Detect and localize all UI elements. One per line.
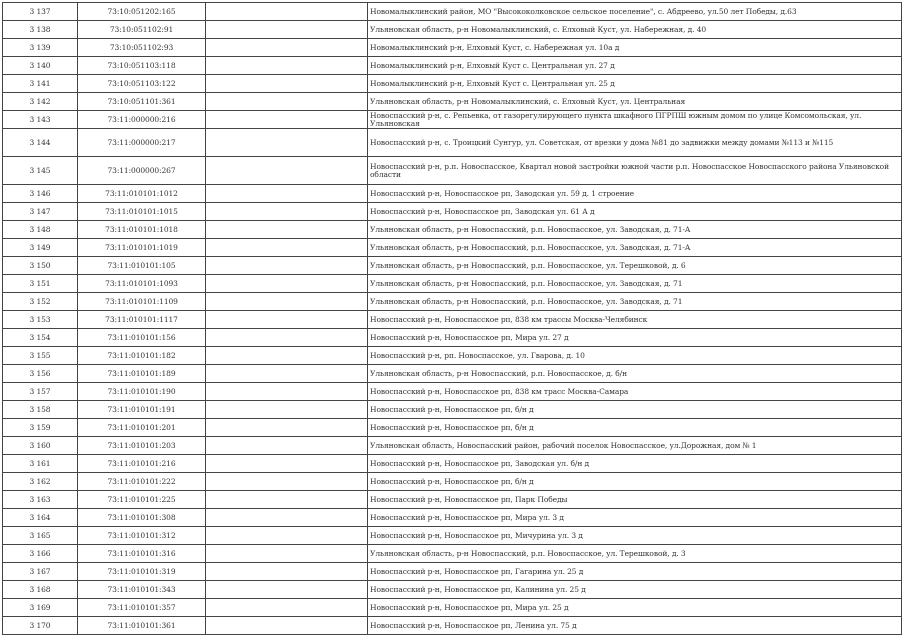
address-cell: Новоспасский р-н, Новоспасское рп, Парк Победы bbox=[368, 491, 902, 509]
table-row bbox=[3, 599, 902, 617]
row-number-cell: 3 151 bbox=[3, 275, 78, 293]
table-row bbox=[3, 57, 902, 75]
table-row bbox=[3, 185, 902, 203]
table-row bbox=[3, 455, 902, 473]
address-cell: Новомалыклинский р-н, Елховый Куст, с. Набережная ул. 10а д bbox=[368, 39, 902, 57]
cadastral-number-cell: 73:11:010101:156 bbox=[78, 329, 206, 347]
address-cell: Ульяновская область, Новоспасский район, рабочий поселок Новоспасское, ул.Дорожная, дом № 1 bbox=[368, 437, 902, 455]
cadastral-number-cell: 73:10:051102:91 bbox=[78, 21, 206, 39]
address-cell: Новоспасский р-н, Новоспасское рп, Мира ул. 3 д bbox=[368, 509, 902, 527]
address-cell: Новоспасский р-н, Новоспасское рп, 838 км трасс Москва-Самара bbox=[368, 383, 902, 401]
row-number-cell: 3 146 bbox=[3, 185, 78, 203]
table-row bbox=[3, 347, 902, 365]
address-cell: Новоспасский р-н, Новоспасское рп, б/н д bbox=[368, 401, 902, 419]
address-cell: Новоспасский р-н, с. Троицкий Сунгур, ул. Советская, от врезки у дома №81 до задвижки между домами №113 и №115 bbox=[368, 129, 902, 157]
row-number-cell: 3 160 bbox=[3, 437, 78, 455]
address-cell: Новоспасский р-н, р.п. Новоспасское, Квартал новой застройки южной части р.п. Новоспасское Новоспасского района Ульяновской области bbox=[368, 157, 902, 185]
table-row bbox=[3, 581, 902, 599]
address-cell: Новоспасский р-н, с. Репьевка, от газорегулирующего пункта шкафного ПГРПШ южным домом по улице Комсомольская, ул. Ульяновская bbox=[368, 111, 902, 129]
address-cell: Новоспасский р-н, Новоспасское рп, Мичурина ул. 3 д bbox=[368, 527, 902, 545]
empty-cell bbox=[206, 311, 368, 329]
cadastral-number-cell: 73:11:000000:216 bbox=[78, 111, 206, 129]
table-row bbox=[3, 203, 902, 221]
address-cell: Ульяновская область, р-н Новомалыклинский, с. Елховый Куст, ул. Центральная bbox=[368, 93, 902, 111]
table-row bbox=[3, 239, 902, 257]
cadastral-number-cell: 73:10:051103:118 bbox=[78, 57, 206, 75]
row-number-cell: 3 143 bbox=[3, 111, 78, 129]
table-row bbox=[3, 509, 902, 527]
address-cell: Ульяновская область, р-н Новоспасский, р.п. Новоспасское, д. б/н bbox=[368, 365, 902, 383]
address-cell: Новоспасский р-н, Новоспасское рп, Мира ул. 25 д bbox=[368, 599, 902, 617]
empty-cell bbox=[206, 617, 368, 635]
address-cell: Новоспасский р-н, Новоспасское рп, 838 км трассы Москва-Челябинск bbox=[368, 311, 902, 329]
cadastral-number-cell: 73:11:000000:217 bbox=[78, 129, 206, 157]
row-number-cell: 3 139 bbox=[3, 39, 78, 57]
cadastral-number-cell: 73:11:010101:343 bbox=[78, 581, 206, 599]
cadastral-number-cell: 73:11:010101:1093 bbox=[78, 275, 206, 293]
cadastral-number-cell: 73:10:051103:122 bbox=[78, 75, 206, 93]
address-cell: Новоспасский р-н, Новоспасское рп, Гагарина ул. 25 д bbox=[368, 563, 902, 581]
empty-cell bbox=[206, 329, 368, 347]
empty-cell bbox=[206, 57, 368, 75]
table-row bbox=[3, 157, 902, 185]
table-row bbox=[3, 39, 902, 57]
cadastral-number-cell: 73:11:010101:216 bbox=[78, 455, 206, 473]
address-cell: Новомалыклинский район, МО "Высококолковское сельское поселение", с. Абдреево, ул.50 лет Победы, д.63 bbox=[368, 3, 902, 21]
table-row bbox=[3, 111, 902, 129]
empty-cell bbox=[206, 401, 368, 419]
empty-cell bbox=[206, 129, 368, 157]
row-number-cell: 3 162 bbox=[3, 473, 78, 491]
empty-cell bbox=[206, 581, 368, 599]
address-cell: Новоспасский р-н, Новоспасское рп, б/н д bbox=[368, 473, 902, 491]
empty-cell bbox=[206, 157, 368, 185]
row-number-cell: 3 142 bbox=[3, 93, 78, 111]
cadastral-number-cell: 73:10:051102:93 bbox=[78, 39, 206, 57]
address-cell: Новоспасский р-н, Новоспасское рп, Заводская ул. 61 А д bbox=[368, 203, 902, 221]
row-number-cell: 3 161 bbox=[3, 455, 78, 473]
row-number-cell: 3 152 bbox=[3, 293, 78, 311]
table-row bbox=[3, 491, 902, 509]
cadastral-number-cell: 73:11:010101:225 bbox=[78, 491, 206, 509]
row-number-cell: 3 164 bbox=[3, 509, 78, 527]
address-cell: Ульяновская область, р-н Новоспасский, р.п. Новоспасское, ул. Заводская, д. 71 bbox=[368, 293, 902, 311]
empty-cell bbox=[206, 563, 368, 581]
table-row bbox=[3, 75, 902, 93]
address-cell: Новоспасский р-н, Новоспасское рп, Заводская ул. 59 д. 1 строение bbox=[368, 185, 902, 203]
cadastral-number-cell: 73:11:010101:1109 bbox=[78, 293, 206, 311]
empty-cell bbox=[206, 39, 368, 57]
table-row bbox=[3, 275, 902, 293]
address-cell: Новоспасский р-н, рп. Новоспасское, ул. Гварова, д. 10 bbox=[368, 347, 902, 365]
document-page bbox=[2, 2, 902, 635]
row-number-cell: 3 149 bbox=[3, 239, 78, 257]
row-number-cell: 3 159 bbox=[3, 419, 78, 437]
address-cell: Ульяновская область, р-н Новоспасский, р.п. Новоспасское, ул. Терешковой, д. 6 bbox=[368, 257, 902, 275]
row-number-cell: 3 155 bbox=[3, 347, 78, 365]
address-cell: Новомалыклинский р-н, Елховый Куст с. Центральная ул. 27 д bbox=[368, 57, 902, 75]
address-cell: Новоспасский р-н, Новоспасское рп, б/н д bbox=[368, 419, 902, 437]
row-number-cell: 3 144 bbox=[3, 129, 78, 157]
cadastral-number-cell: 73:11:010101:182 bbox=[78, 347, 206, 365]
cadastral-number-cell: 73:11:010101:203 bbox=[78, 437, 206, 455]
row-number-cell: 3 141 bbox=[3, 75, 78, 93]
table-row bbox=[3, 419, 902, 437]
row-number-cell: 3 156 bbox=[3, 365, 78, 383]
row-number-cell: 3 153 bbox=[3, 311, 78, 329]
cadastral-number-cell: 73:11:010101:191 bbox=[78, 401, 206, 419]
empty-cell bbox=[206, 275, 368, 293]
empty-cell bbox=[206, 3, 368, 21]
empty-cell bbox=[206, 111, 368, 129]
cadastral-number-cell: 73:11:010101:201 bbox=[78, 419, 206, 437]
address-cell: Новоспасский р-н, Новоспасское рп, Заводская ул. б/н д bbox=[368, 455, 902, 473]
empty-cell bbox=[206, 491, 368, 509]
address-cell: Новомалыклинский р-н, Елховый Куст с. Центральная ул. 25 д bbox=[368, 75, 902, 93]
table-row bbox=[3, 93, 902, 111]
empty-cell bbox=[206, 293, 368, 311]
table-row bbox=[3, 401, 902, 419]
cadastral-number-cell: 73:11:010101:312 bbox=[78, 527, 206, 545]
cadastral-number-cell: 73:11:010101:316 bbox=[78, 545, 206, 563]
row-number-cell: 3 168 bbox=[3, 581, 78, 599]
empty-cell bbox=[206, 257, 368, 275]
address-cell: Ульяновская область, р-н Новоспасский, р.п. Новоспасское, ул. Заводская, д. 71 bbox=[368, 275, 902, 293]
empty-cell bbox=[206, 75, 368, 93]
empty-cell bbox=[206, 383, 368, 401]
empty-cell bbox=[206, 455, 368, 473]
cadastral-number-cell: 73:11:010101:357 bbox=[78, 599, 206, 617]
empty-cell bbox=[206, 509, 368, 527]
cadastral-number-cell: 73:11:010101:319 bbox=[78, 563, 206, 581]
table-row bbox=[3, 221, 902, 239]
empty-cell bbox=[206, 185, 368, 203]
cadastral-number-cell: 73:10:051202:165 bbox=[78, 3, 206, 21]
row-number-cell: 3 157 bbox=[3, 383, 78, 401]
table-row bbox=[3, 365, 902, 383]
table-row bbox=[3, 257, 902, 275]
cadastral-number-cell: 73:11:010101:190 bbox=[78, 383, 206, 401]
table-row bbox=[3, 473, 902, 491]
table-row bbox=[3, 129, 902, 157]
registry-table-body bbox=[3, 3, 902, 635]
table-row bbox=[3, 293, 902, 311]
row-number-cell: 3 140 bbox=[3, 57, 78, 75]
empty-cell bbox=[206, 221, 368, 239]
row-number-cell: 3 148 bbox=[3, 221, 78, 239]
registry-table bbox=[2, 2, 902, 635]
table-row bbox=[3, 311, 902, 329]
address-cell: Ульяновская область, р-н Новоспасский, р.п. Новоспасское, ул. Терешковой, д. 3 bbox=[368, 545, 902, 563]
table-row bbox=[3, 437, 902, 455]
cadastral-number-cell: 73:11:000000:267 bbox=[78, 157, 206, 185]
cadastral-number-cell: 73:11:010101:361 bbox=[78, 617, 206, 635]
row-number-cell: 3 166 bbox=[3, 545, 78, 563]
empty-cell bbox=[206, 239, 368, 257]
row-number-cell: 3 170 bbox=[3, 617, 78, 635]
table-row bbox=[3, 383, 902, 401]
address-cell: Новоспасский р-н, Новоспасское рп, Мира ул. 27 д bbox=[368, 329, 902, 347]
address-cell: Ульяновская область, р-н Новоспасский, р.п. Новоспасское, ул. Заводская, д. 71-А bbox=[368, 239, 902, 257]
empty-cell bbox=[206, 545, 368, 563]
empty-cell bbox=[206, 203, 368, 221]
cadastral-number-cell: 73:10:051101:361 bbox=[78, 93, 206, 111]
cadastral-number-cell: 73:11:010101:105 bbox=[78, 257, 206, 275]
empty-cell bbox=[206, 21, 368, 39]
row-number-cell: 3 158 bbox=[3, 401, 78, 419]
address-cell: Новоспасский р-н, Новоспасское рп, Ленина ул. 75 д bbox=[368, 617, 902, 635]
cadastral-number-cell: 73:11:010101:1012 bbox=[78, 185, 206, 203]
row-number-cell: 3 147 bbox=[3, 203, 78, 221]
table-row bbox=[3, 545, 902, 563]
empty-cell bbox=[206, 419, 368, 437]
row-number-cell: 3 167 bbox=[3, 563, 78, 581]
address-cell: Ульяновская область, р-н Новомалыклинский, с. Елховый Куст, ул. Набережная, д. 40 bbox=[368, 21, 902, 39]
table-row bbox=[3, 329, 902, 347]
table-row bbox=[3, 617, 902, 635]
cadastral-number-cell: 73:11:010101:308 bbox=[78, 509, 206, 527]
row-number-cell: 3 145 bbox=[3, 157, 78, 185]
empty-cell bbox=[206, 599, 368, 617]
address-cell: Ульяновская область, р-н Новоспасский, р.п. Новоспасское, ул. Заводская, д. 71-А bbox=[368, 221, 902, 239]
cadastral-number-cell: 73:11:010101:1015 bbox=[78, 203, 206, 221]
address-cell: Новоспасский р-н, Новоспасское рп, Калинина ул. 25 д bbox=[368, 581, 902, 599]
row-number-cell: 3 150 bbox=[3, 257, 78, 275]
cadastral-number-cell: 73:11:010101:1018 bbox=[78, 221, 206, 239]
empty-cell bbox=[206, 347, 368, 365]
empty-cell bbox=[206, 527, 368, 545]
empty-cell bbox=[206, 93, 368, 111]
row-number-cell: 3 163 bbox=[3, 491, 78, 509]
table-row bbox=[3, 3, 902, 21]
empty-cell bbox=[206, 473, 368, 491]
row-number-cell: 3 165 bbox=[3, 527, 78, 545]
row-number-cell: 3 137 bbox=[3, 3, 78, 21]
row-number-cell: 3 169 bbox=[3, 599, 78, 617]
row-number-cell: 3 138 bbox=[3, 21, 78, 39]
table-row bbox=[3, 21, 902, 39]
empty-cell bbox=[206, 365, 368, 383]
cadastral-number-cell: 73:11:010101:1019 bbox=[78, 239, 206, 257]
cadastral-number-cell: 73:11:010101:222 bbox=[78, 473, 206, 491]
cadastral-number-cell: 73:11:010101:1117 bbox=[78, 311, 206, 329]
row-number-cell: 3 154 bbox=[3, 329, 78, 347]
cadastral-number-cell: 73:11:010101:189 bbox=[78, 365, 206, 383]
table-row bbox=[3, 563, 902, 581]
table-row bbox=[3, 527, 902, 545]
empty-cell bbox=[206, 437, 368, 455]
